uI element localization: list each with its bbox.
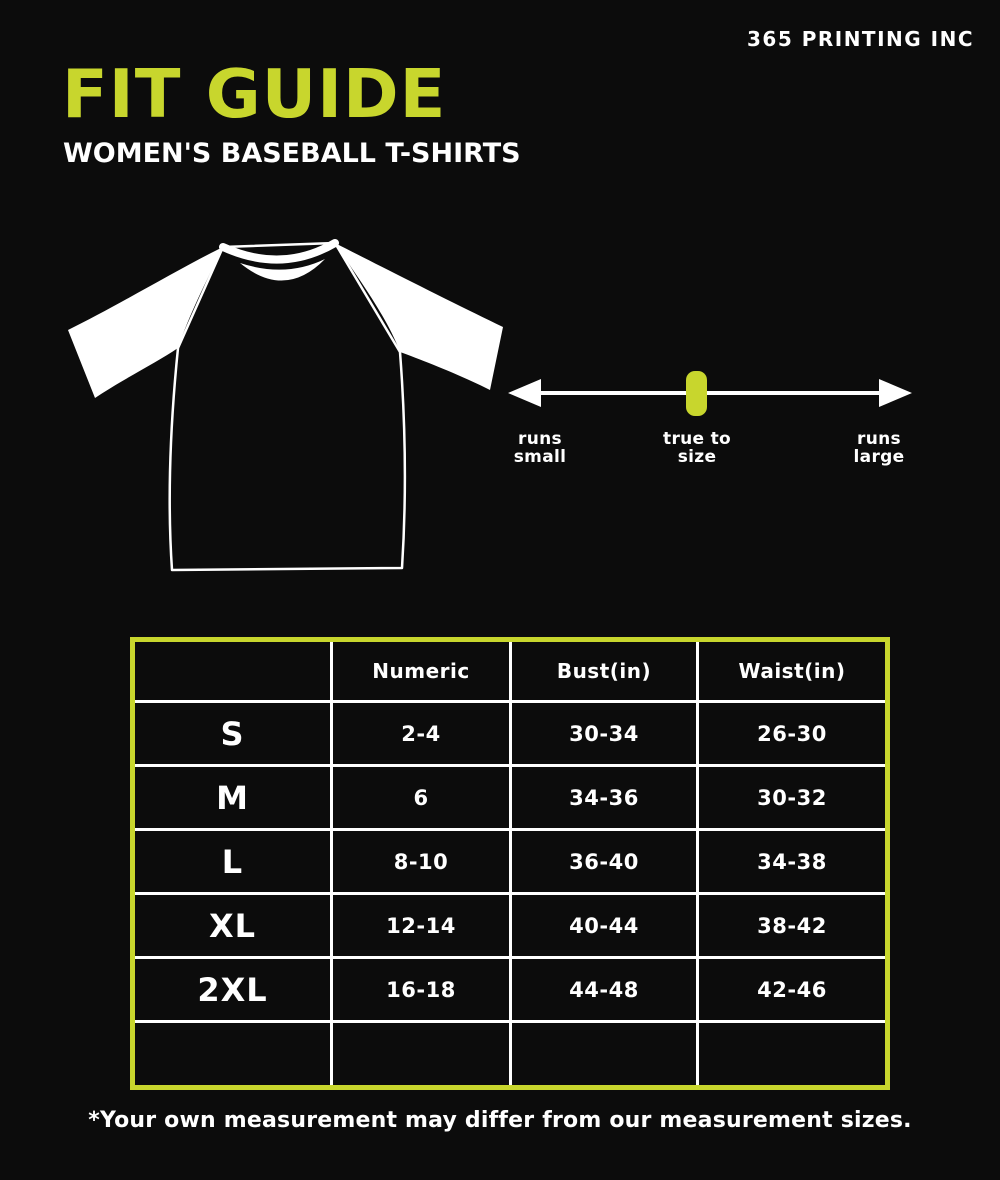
waist-cell: 42-46: [698, 958, 888, 1022]
scale-label-runs-large: [854, 431, 905, 467]
scale-label-line: true to: [663, 429, 731, 449]
header-numeric: Numeric: [332, 640, 511, 702]
table-row-empty: [133, 1022, 888, 1088]
scale-label-true-to-size: [663, 431, 731, 467]
numeric-cell: 8-10: [332, 830, 511, 894]
table-row: [133, 894, 888, 958]
table-row: [133, 766, 888, 830]
scale-label-line: small: [513, 446, 567, 467]
numeric-cell: 2-4: [332, 702, 511, 766]
table-row: [133, 830, 888, 894]
numeric-cell: 6: [332, 766, 511, 830]
fit-scale: [505, 368, 915, 488]
arrowhead-left-icon: [508, 379, 541, 407]
bust-cell: 40-44: [511, 894, 698, 958]
waist-cell: 34-38: [698, 830, 888, 894]
true-to-size-indicator: [686, 371, 707, 416]
scale-label-line: large: [853, 446, 905, 467]
numeric-cell: 12-14: [332, 894, 511, 958]
size-cell: S: [133, 702, 332, 766]
table-row: [133, 702, 888, 766]
table-row: [133, 958, 888, 1022]
size-cell: L: [133, 830, 332, 894]
brand-name: 365 PRINTING INC: [746, 27, 974, 51]
table-header-row: [133, 640, 888, 702]
bust-cell: 34-36: [511, 766, 698, 830]
bust-cell: 44-48: [511, 958, 698, 1022]
size-cell: M: [133, 766, 332, 830]
fit-scale-arrow: [505, 368, 915, 428]
waist-cell: 26-30: [698, 702, 888, 766]
measurement-disclaimer: *Your own measurement may differ from our measurement sizes.: [88, 1108, 912, 1133]
numeric-cell: [332, 1022, 511, 1088]
waist-cell: [698, 1022, 888, 1088]
size-chart-table: [130, 637, 890, 1090]
header-bust: Bust(in): [511, 640, 698, 702]
numeric-cell: 16-18: [332, 958, 511, 1022]
scale-label-line: size: [677, 446, 717, 467]
size-cell: 2XL: [133, 958, 332, 1022]
size-cell: [133, 1022, 332, 1088]
arrowhead-right-icon: [879, 379, 912, 407]
scale-label-line: runs: [518, 429, 562, 449]
tshirt-icon: [60, 222, 510, 612]
page-subtitle: WOMEN'S BASEBALL T-SHIRTS: [63, 138, 521, 169]
header-size: [133, 640, 332, 702]
bust-cell: 30-34: [511, 702, 698, 766]
size-cell: XL: [133, 894, 332, 958]
scale-label-runs-small: [514, 431, 566, 467]
bust-cell: [511, 1022, 698, 1088]
header-waist: Waist(in): [698, 640, 888, 702]
scale-label-line: runs: [857, 429, 901, 449]
waist-cell: 30-32: [698, 766, 888, 830]
bust-cell: 36-40: [511, 830, 698, 894]
baseball-tshirt-illustration: [60, 222, 510, 612]
page-title: FIT GUIDE: [62, 55, 447, 133]
waist-cell: 38-42: [698, 894, 888, 958]
